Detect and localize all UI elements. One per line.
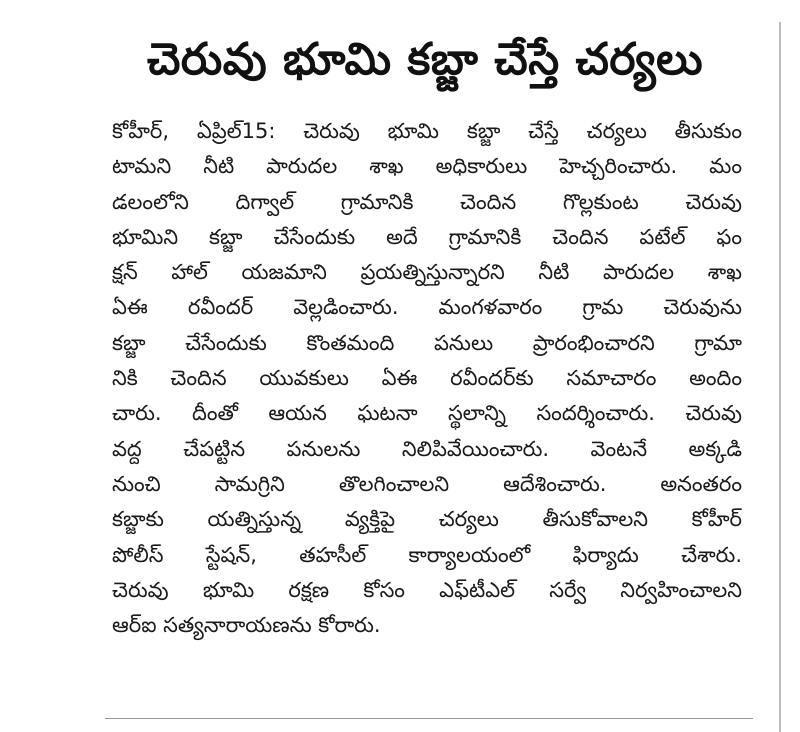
bottom-divider bbox=[105, 718, 753, 719]
article-line: నుంచి సామగ్రిని తొలగించాలని ఆదేశించారు. అనంతరం bbox=[112, 471, 742, 496]
article-line: కబ్జాకు యత్నిస్తున్న వ్యక్తిపై చర్యలు తీసుకోవాలని కోహీర్ bbox=[112, 507, 742, 532]
article-line: క్షన్ హాల్ యజమాని ప్రయత్నిస్తున్నారని నీటి పారుదల శాఖ bbox=[112, 260, 742, 285]
article-line: చెరువు భూమి రక్షణ కోసం ఎఫ్‌టీఎల్ సర్వే నిర్వహించాలని bbox=[112, 577, 742, 602]
article-line: టామని నీటి పారుదల శాఖ అధికారులు హెచ్చరించారు. మం bbox=[112, 154, 742, 179]
article-line: పోలీస్ స్టేషన్, తహసీల్ కార్యాలయంలో ఫిర్యాదు చేశారు. bbox=[112, 542, 742, 567]
article-line: ఆర్ఐ సత్యనారాయణను కోరారు. bbox=[112, 613, 381, 638]
article-line: కోహీర్, ఏప్రిల్15: చెరువు భూమి కబ్జా చేస్తే చర్యలు తీసుకుం bbox=[112, 119, 742, 143]
article-line: వద్ద చేపట్టిన పనులను నిలిపివేయించారు. వెంటనే అక్కడి bbox=[112, 436, 742, 461]
article-line: చారు. దీంతో ఆయన ఘటనా స్థలాన్ని సందర్శించారు. చెరువు bbox=[112, 401, 742, 426]
article-headline: చెరువు భూమి కబ్జా చేస్తే చర్యలు bbox=[146, 34, 704, 85]
article-line: కబ్జా చేసేందుకు కొంతమంది పనులు ప్రారంభించారని గ్రామా bbox=[112, 330, 742, 355]
article-line: ఏఈ రవీందర్ వెల్లడించారు. మంగళవారం గ్రామ చెరువును bbox=[112, 295, 742, 320]
column-divider bbox=[779, 22, 781, 732]
article-line: నికి చెందిన యువకులు ఏఈ రవీందర్‌కు సమాచారం అందిం bbox=[112, 366, 742, 391]
article-line: డలంలోని దిగ్వాల్ గ్రామానికి చెందిన గొల్లకుంట చెరువు bbox=[112, 189, 742, 214]
article-line: భూమిని కబ్జా చేసేందుకు అదే గ్రామానికి చెందిన పటేల్ ఫం bbox=[112, 224, 742, 249]
article-body bbox=[112, 114, 742, 643]
